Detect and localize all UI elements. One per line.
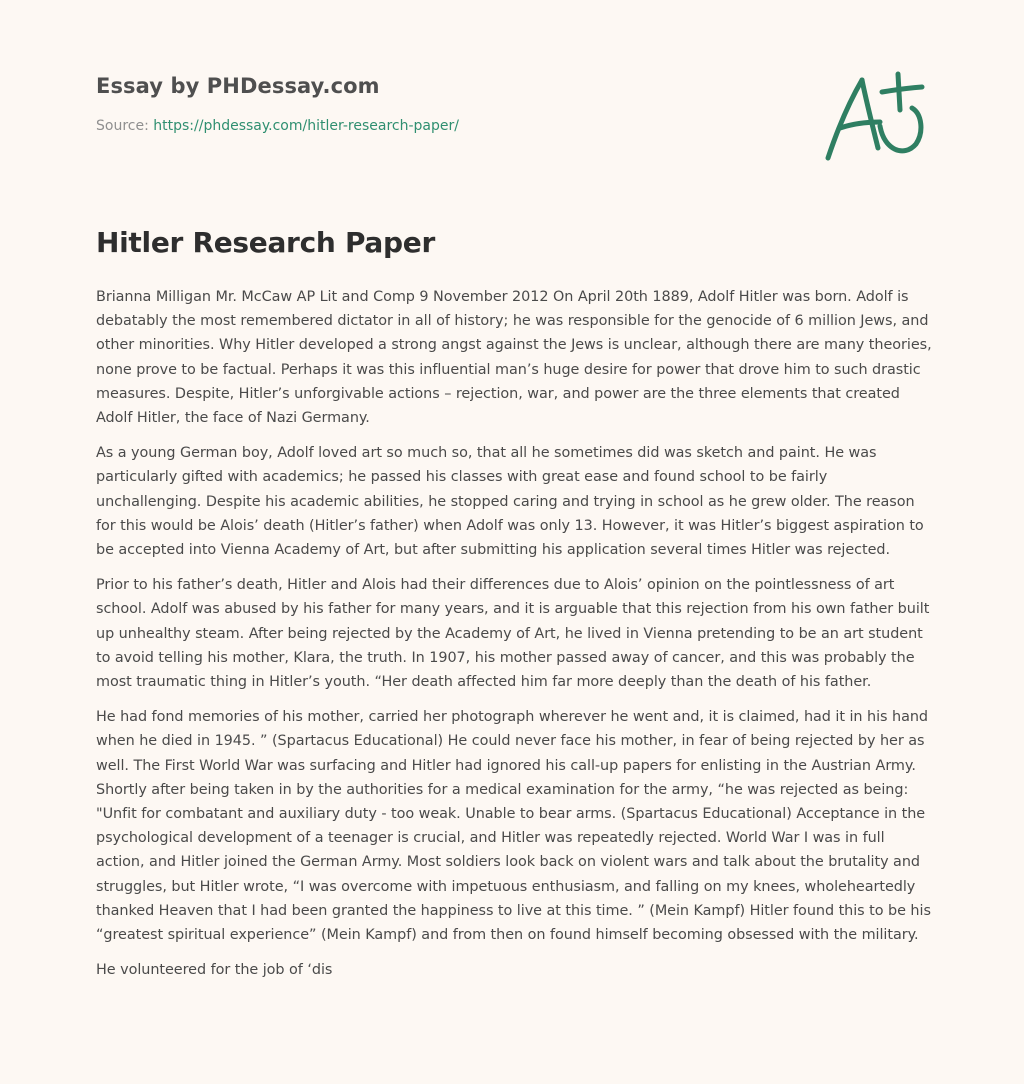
a-plus-logo-icon bbox=[818, 66, 930, 166]
site-title: Essay by PHDessay.com bbox=[96, 74, 380, 98]
essay-body bbox=[96, 285, 932, 993]
paragraph: He volunteered for the job of ‘dis bbox=[96, 962, 333, 979]
paragraph: Brianna Milligan Mr. McCaw AP Lit and Comp 9 November 2012 On April 20th 1889, Adolf Hitler was born. Adolf is debatably the most remembered dictator in all of history; he was responsible for the genocide of 6 million Jews, and other minorities. Why Hitler developed a strong angst against the Jews is unclear, although there are many theories, none prove to be factual. Perhaps it was this influential man’s huge desire for power that drove him to such drastic measures. Despite, Hitler’s unforgivable actions – rejection, war, and power are the three elements that created Adolf Hitler, the face of Nazi Germany. bbox=[96, 289, 932, 427]
source-label: Source: bbox=[96, 118, 154, 134]
paragraph: He had fond memories of his mother, carried her photograph wherever he went and, it is claimed, had it in his hand when he died in 1945. ” (Spartacus Educational) He could never face his mother, in fear of being rejected by her as well. The First World War was surfacing and Hitler had ignored his call-up papers for enlisting in the Austrian Army. Shortly after being taken in by the authorities for a medical examination for the army, “he was rejected as being: "Unfit for combatant and auxiliary duty - too weak. Unable to bear arms. (Spartacus Educational) Acceptance in the psychological development of a teenager is crucial, and Hitler was repeatedly rejected. World War I was in full action, and Hitler joined the German Army. Most soldiers look back on violent wars and talk about the brutality and struggles, but Hitler wrote, “I was overcome with impetuous enthusiasm, and falling on my knees, wholeheartedly thanked Heaven that I had been granted the happiness to live at this time. ” (Mein Kampf) Hitler found this to be his “greatest spiritual experience” (Mein Kampf) and from then on found himself becoming obsessed with the military. bbox=[96, 709, 931, 944]
paragraph: Prior to his father’s death, Hitler and Alois had their differences due to Alois’ opinion on the pointlessness of art school. Adolf was abused by his father for many years, and it is arguable that this rejection from his own father built up unhealthy steam. After being rejected by the Academy of Art, he lived in Vienna pretending to be an art student to avoid telling his mother, Klara, the truth. In 1907, his mother passed away of cancer, and this was probably the most traumatic thing in Hitler’s youth. “Her death affected him far more deeply than the death of his father. bbox=[96, 577, 930, 691]
page-header bbox=[96, 74, 796, 134]
source-link[interactable]: https://phdessay.com/hitler-research-paper/ bbox=[153, 118, 459, 134]
source-line bbox=[96, 118, 796, 134]
paragraph: As a young German boy, Adolf loved art so much so, that all he sometimes did was sketch and paint. He was particularly gifted with academics; he passed his classes with great ease and found school to be fairly unchallenging. Despite his academic abilities, he stopped caring and trying in school as he grew older. The reason for this would be Alois’ death (Hitler’s father) when Adolf was only 13. However, it was Hitler’s biggest aspiration to be accepted into Vienna Academy of Art, but after submitting his application several times Hitler was rejected. bbox=[96, 445, 924, 559]
essay-title: Hitler Research Paper bbox=[96, 226, 435, 259]
